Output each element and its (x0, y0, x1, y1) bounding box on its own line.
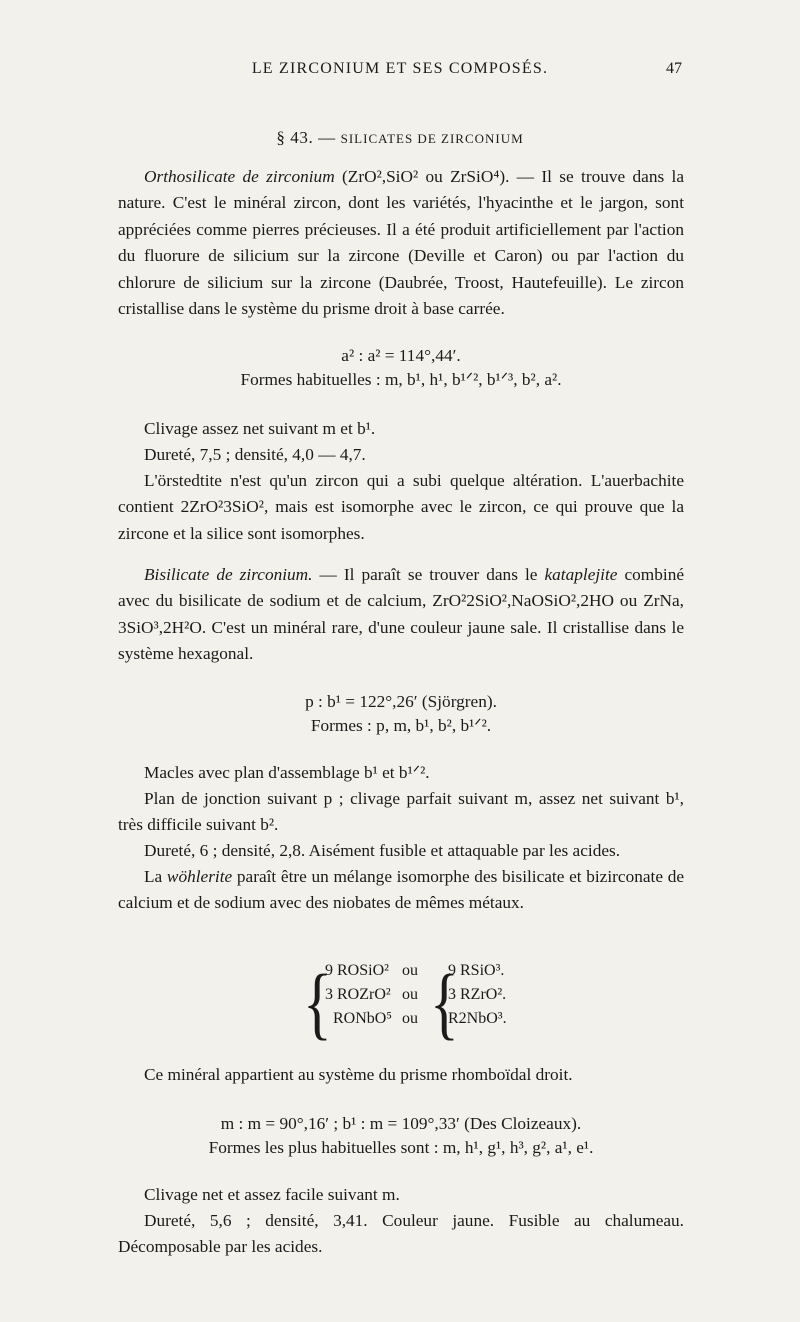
bisilicate-hardness: Dureté, 6 ; densité, 2,8. Aisément fusible et attaquable par les acides. (144, 841, 621, 860)
wohlerite-formula-block (0, 957, 800, 1048)
bisilicate-name: Bisilicate de zirconium. (144, 565, 313, 584)
formula-left: 9 ROSiO² (325, 962, 389, 979)
bisilicate-macles: Macles avec plan d'assemblage b¹ et b¹ᐟ². (144, 763, 430, 782)
orstedtite-paragraph: L'örstedtite n'est qu'un zircon qui a subi quelque altération. L'auerbachite contient 2ZrO²3SiO², mais est isomorphe avec le zircon, ce qui prouve que la zircone et la silice sont isomorphes. (118, 471, 684, 543)
left-brace-icon: { (303, 957, 332, 1048)
orthosilicate-cleavage: Clivage assez net suivant m et b¹. (144, 419, 376, 438)
formula-row (0, 986, 800, 1008)
section-title: SILICATES DE ZIRCONIUM (340, 131, 524, 146)
section-number: § 43. (276, 128, 314, 147)
bisilicate-mineral: kataplejite (544, 565, 618, 584)
wohlerite-forms: Formes les plus habituelles sont : m, h¹, g¹, h³, g², a¹, e¹. (208, 1138, 594, 1157)
right-brace-icon: { (430, 957, 459, 1048)
running-head (0, 60, 800, 86)
bisilicate-paragraph (118, 562, 684, 668)
running-title: LE ZIRCONIUM ET SES COMPOSÉS. (251, 60, 549, 77)
orthosilicate-formula: (ZrO²,SiO² ou ZrSiO⁴). — (334, 167, 542, 186)
orthosilicate-forms: Formes habituelles : m, b¹, h¹, b¹ᐟ², b¹ᐟ³, b², a². (240, 370, 562, 389)
orthosilicate-angle: a² : a² = 114°,44′. (341, 346, 461, 365)
wohlerite-name: wöhlerite (166, 867, 233, 886)
wohlerite-cleavage: Clivage net et assez facile suivant m. (144, 1185, 400, 1204)
formula-left: RONbO⁵ (333, 1010, 392, 1027)
wohlerite-text: paraît être un mélange isomorphe des bisilicate et bizirconate de calcium et de sodium avec des niobates de mêmes métaux. (118, 867, 684, 913)
orthosilicate-name: Orthosilicate de zirconium (144, 167, 335, 186)
formula-row (0, 962, 800, 984)
formula-conj: ou (402, 1010, 418, 1027)
bisilicate-text-a: — Il paraît se trouver dans le (312, 565, 545, 584)
section-heading (0, 128, 800, 148)
bisilicate-angle: p : b¹ = 122°,26′ (Sjörgren). (305, 692, 497, 711)
bisilicate-plan: Plan de jonction suivant p ; clivage parfait suivant m, assez net suivant b¹, très difficile suivant b². (118, 789, 684, 835)
formula-conj: ou (402, 962, 418, 979)
formula-right: R2NbO³. (448, 1010, 507, 1027)
orthosilicate-hardness: Dureté, 7,5 ; densité, 4,0 — 4,7. (144, 445, 366, 464)
wohlerite-angle: m : m = 90°,16′ ; b¹ : m = 109°,33′ (Des Cloizeaux). (220, 1114, 582, 1133)
orthosilicate-text: Il se trouve dans la nature. C'est le minéral zircon, dont les variétés, l'hyacinthe et le jargon, sont appréciées comme pierres précieuses. Il a été produit artificiellement par l'action du fluorure de silicium sur la zircone (Deville et Caron) ou par l'action du chlorure de silicium sur la zircone (Daubrée, Troost, Hautefeuille). Le zircon cristallise dans le système du prisme droit à base carrée. (118, 167, 685, 319)
page-number: 47 (666, 60, 682, 77)
wohlerite-paragraph (118, 864, 684, 917)
bisilicate-forms: Formes : p, m, b¹, b², b¹ᐟ². (310, 716, 492, 735)
formula-left: 3 ROZrO² (325, 986, 391, 1003)
formula-conj: ou (402, 986, 418, 1003)
section-dash: — (313, 128, 341, 147)
formula-right: 9 RSiO³. (448, 962, 505, 979)
formula-row (0, 1010, 800, 1032)
formula-right: 3 RZrO². (448, 986, 507, 1003)
wohlerite-system: Ce minéral appartient au système du prisme rhomboïdal droit. (144, 1065, 573, 1084)
wohlerite-hardness: Dureté, 5,6 ; densité, 3,41. Couleur jaune. Fusible au chalumeau. Décomposable par les acides. (118, 1211, 684, 1257)
wohlerite-prefix: La (144, 867, 167, 886)
bisilicate-text-b: combiné avec du bisilicate de sodium et de calcium, ZrO²2SiO²,NaOSiO²,2HO ou ZrNa, 3SiO³,2H²O. C'est un minéral rare, d'une couleur jaune sale. Il cristallise dans le système hexagonal. (118, 565, 685, 664)
orthosilicate-paragraph (118, 164, 684, 322)
